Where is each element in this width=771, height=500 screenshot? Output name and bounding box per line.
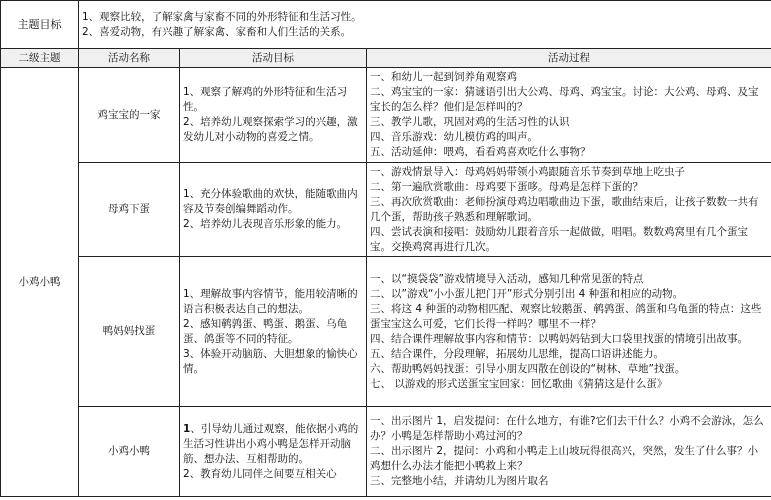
activity-process [367, 68, 771, 163]
process-step: 六、帮助鸭妈妈找蛋：引导小朋友四散在创设的“树林、草地”找蛋。 [370, 362, 686, 375]
activity-name: 母鸡下蛋 [79, 163, 180, 257]
process-step: 五、活动延伸：喂鸡，看看鸡喜欢吃什么事物？ [370, 146, 591, 158]
activity-name: 鸡宝宝的一家 [79, 68, 180, 163]
process-step: 七、 以游戏的形式送蛋宝宝回家：回忆歌曲《猜猜这是什么蛋》 [370, 377, 668, 390]
table-row [1, 68, 771, 163]
process-step: 四、音乐游戏：幼儿模仿鸡的叫声。 [370, 131, 538, 143]
process-step: 一、出示图片 1，启发提问：在什么地方，有谁?它们去干什么？小鸡不会游泳，怎么办？小鸭是怎样帮助小鸡过河的？ [370, 415, 764, 442]
activity-goal: 1、观察了解鸡的外形特征和生活习性。 2、培养幼儿观察探索学习的兴趣，激发幼儿对小动物的喜爱之情。 [180, 68, 367, 163]
activity-process [367, 163, 771, 257]
activity-name: 小鸡小鸭 [79, 407, 180, 497]
activity-process [367, 257, 771, 407]
header-activity-name: 活动名称 [79, 49, 180, 68]
table-row [1, 257, 771, 407]
goal-lead-number: 1 [183, 422, 191, 435]
process-step: 二、出示图片 2，提问：小鸡和小鸭走上山坡玩得很高兴，突然，发生了什么事？小鸡想什么办法才能把小鸭救上来？ [370, 445, 759, 472]
process-step: 四、尝试表演和接唱：鼓励幼儿跟着音乐一起做做，唱唱。数数鸡窝里有几个蛋宝宝。交换鸡窝再进行几次。 [370, 225, 748, 253]
header-secondary-theme: 二级主题 [1, 49, 79, 68]
process-step: 一、和幼儿一起到饲养角观察鸡 [370, 71, 517, 83]
theme-goal-row [1, 1, 771, 49]
process-step: 三、再次欣赏歌曲：老师扮演母鸡边唱歌曲边下蛋，歌曲结束后，让孩子数数一共有几个蛋，帮助孩子熟悉和理解歌词。 [370, 195, 759, 223]
header-activity-process: 活动过程 [367, 49, 771, 68]
theme-goal-text: 1、观察比较，了解家禽与家畜不同的外形特征和生活习性。 2、喜爱动物，有兴趣了解家禽、家畜和人们生活的关系。 [79, 1, 771, 49]
process-step: 一、游戏情景导入：母鸡妈妈带领小鸡跟随音乐节奏到草地上吃虫子 [370, 165, 685, 178]
process-step: 二、第一遍欣赏歌曲：母鸡要下蛋哆。母鸡是怎样下蛋的？ [370, 180, 643, 193]
process-step: 四、结合课件理解故事内容和情节：以鸭妈妈钻到大口袋里找蛋的情境引出故事。 [370, 332, 748, 345]
goal-text: 、引导幼儿通过观察，能依据小鸡的生活习性讲出小鸡小鸭是怎样开动脑筋、想办法、互相帮助的。 2、教育幼儿同伴之间要互相关心 [183, 422, 359, 480]
process-step: 五、结合课件，分段理解，拓展幼儿思维，提高口语讲述能力。 [370, 347, 664, 360]
process-step: 三、教学儿歌，巩固对鸡的生活习性的认识 [370, 116, 570, 128]
process-step: 一、以“摸袋袋”游戏情境导入活动，感知几种常见蛋的特点 [370, 272, 644, 285]
table-row [1, 407, 771, 497]
process-step: 三、完整地小结，并请幼儿为图片取名 [370, 475, 549, 487]
activity-goal: 1、理解故事内容情节，能用较清晰的语言积极表达自己的想法。 2、感知鹌鹑蛋、鸭蛋、鹅蛋、乌龟蛋、鸽蛋等不同的特征。 3、体验开动脑筋、大胆想象的愉快心情。 [180, 257, 367, 407]
theme-goal-label: 主题目标 [1, 1, 79, 49]
activity-goal: 1、充分体验歌曲的欢快，能随歌曲内容及节奏创编舞蹈动作。 2、培养幼儿表现音乐形象的能力。 [180, 163, 367, 257]
header-activity-goal: 活动目标 [180, 49, 367, 68]
header-row [1, 49, 771, 68]
process-step: 二、鸡宝宝的一家：猜谜语引出大公鸡、母鸡、鸡宝宝。讨论：大公鸡、母鸡、及宝宝长的怎么样？他们是怎样叫的？ [370, 86, 759, 113]
process-step: 二、以”游戏“小小蛋儿把门开”形式分别引出 4 种蛋和相应的动物。 [370, 287, 684, 300]
table-row [1, 163, 771, 257]
activity-goal [180, 407, 367, 497]
activity-process [367, 407, 771, 497]
process-step: 三、将这 4 种蛋的动物相匹配、观察比较鹅蛋、鹌鹑蛋、鸽蛋和乌龟蛋的特点：这些蛋宝宝这么可爱，它们长得一样吗？哪里不一样？ [370, 302, 762, 330]
activity-name: 鸭妈妈找蛋 [79, 257, 180, 407]
secondary-theme-cell: 小鸡小鸭 [1, 68, 79, 497]
